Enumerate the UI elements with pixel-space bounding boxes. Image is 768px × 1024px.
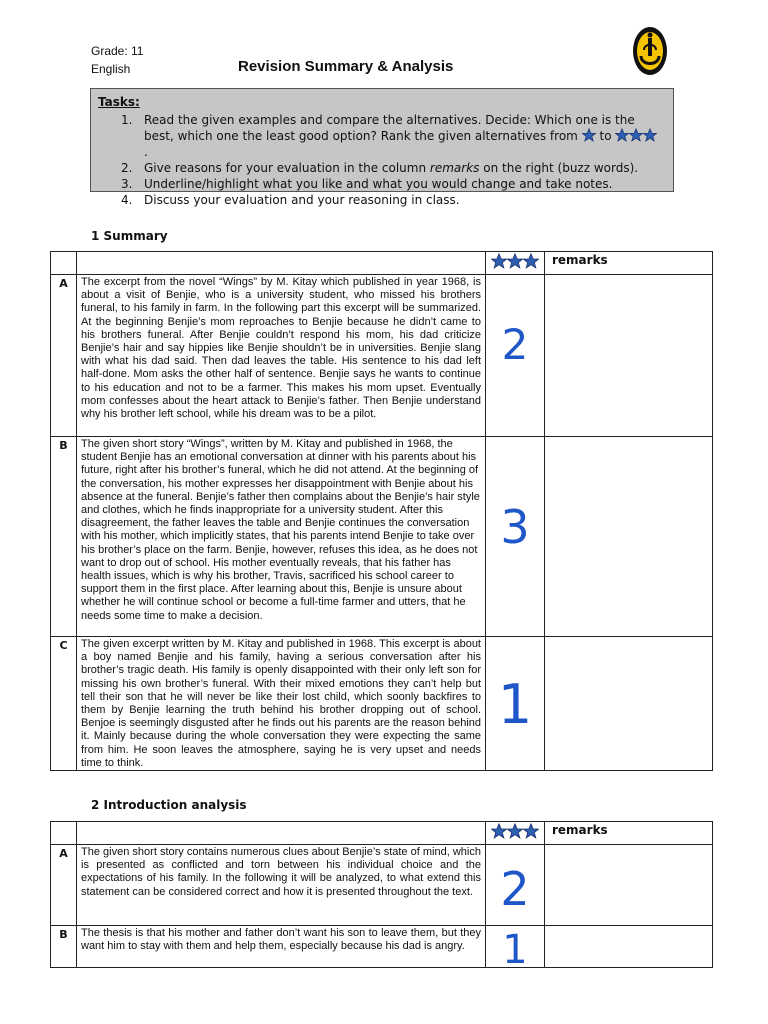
remarks-cell[interactable]: [545, 637, 713, 771]
task-text: to: [599, 129, 612, 143]
star-icon: [629, 128, 643, 142]
task-item: [98, 160, 665, 176]
star-icon: [582, 128, 596, 142]
task-number: 2.: [121, 161, 133, 175]
entry-text: The given short story “Wings”, written by M. Kitay and published in 1968, the student Benjie has an emotional conversation at dinner with his parents about his future, right after his brother’s funeral, which he did not attend. At the beginning of the conversation, his mother expresses her disappointment with Benjie about his absence at the funeral. Benjie’s father then complains about the Benjie’s hair style and clothes, which he finds inappropriate for a university student. After this disagreement, the father leaves the table and Benjie continues the conversation with his mother, which implicitly states, that his parents intend Benjie to take over his brother’s place on the farm. Benjie, however, refuses this idea, as he does not want to drop out of school. His mother eventually reveals, that his father has health issues, which is why his brother, Travis, sacrificed his school career to support them in the first place. After learning about this, Benjie is unsure about whether he will continue school or become a full-time farmer and utters, that he needs some time to make a decision.: [77, 437, 486, 637]
header-cell: [51, 822, 77, 845]
table-row: [51, 845, 713, 926]
remarks-header: remarks: [545, 822, 713, 845]
table-row: [51, 275, 713, 437]
introduction-analysis-table: [50, 821, 713, 968]
three-stars-icon: [486, 822, 545, 845]
task-text: Discuss your evaluation and your reasoning in class.: [144, 193, 460, 207]
table-header-row: [51, 822, 713, 845]
page-title: Revision Summary & Analysis: [238, 58, 454, 75]
row-letter: A: [51, 845, 77, 926]
rank-cell: [486, 637, 545, 771]
header-cell: [77, 252, 486, 275]
entry-text: The given excerpt written by M. Kitay and published in 1968. This excerpt is about a boy named Benjie and his family, having a serious conversation after his brother’s tragic death. His family is openly disappointed with their only left son for missing his own brother’s funeral. With their mixed emotions they can’t help but tell their son that he will never be like their lost child, which soonly backfires to them by Benjie learning the truth behind his brother dropping out of school. Benjoe is seemingly disgusted after he finds out his parents are the reason behind it. Mainly because during the whole conversation they were expecting the same from him. He soon leaves the atmosphere, saying he is very upset and needs time to think.: [77, 637, 486, 771]
entry-text: The excerpt from the novel “Wings” by M. Kitay which published in year 1968, is about a visit of Benjie, who is a university student, who missed his brothers funeral, to his family in farm. In the following part this excerpt will be summarized. At the beginning Benjie’s mom reproaches to Benjie because he didn’t came to his brothers funeral. After Benjie couldn’t respond his mom, his dad criticize Benjie’s hair and say hippies like Benjie shouldn’t be in universities. Benjie slang with what his dad said. Then dad leaves the table. His sentence to his dad left half-done. Mom asks the other half of sentence. Benjie says he wants to continue to his education and not to be a farmer. This makes his mom upset. Eventually mom confesses about the heart attack to Benjie’s father. Then Benjie understand why his brother left school, while his dream was to be a pilot.: [77, 275, 486, 437]
subject-label: English: [91, 62, 131, 76]
school-logo-icon: [632, 26, 668, 76]
entry-text: The thesis is that his mother and father don’t want his son to leave them, but they want him to stay with them and help them, especially because his dad is angry.: [77, 926, 486, 968]
task-text: Read the given examples and compare the alternatives. Decide: Which one is the best, which one the least good option? Rank the given alternatives from: [144, 113, 635, 143]
handwritten-rank: 3: [500, 501, 530, 549]
tasks-heading: Tasks:: [98, 95, 140, 109]
header-cell: [77, 822, 486, 845]
row-letter: B: [51, 437, 77, 637]
task-text: .: [144, 145, 148, 159]
task-item: [98, 112, 665, 160]
entry-text: The given short story contains numerous clues about Benjie’s state of mind, which is presented as conflicted and torn between his individual choice and the expectations of his family. In the following it will be analyzed, to what extend this statement can be considered correct and how it is presented throughout the text.: [77, 845, 486, 926]
tasks-box: [90, 88, 674, 207]
rank-cell: [486, 926, 545, 968]
remarks-cell[interactable]: [545, 275, 713, 437]
task-text: on the right (buzz words).: [483, 161, 639, 175]
summary-table: [50, 251, 713, 771]
rank-cell: [486, 437, 545, 637]
table-header-row: [51, 252, 713, 275]
header-cell: [51, 252, 77, 275]
three-stars-icon: [486, 252, 545, 275]
remarks-cell[interactable]: [545, 926, 713, 968]
section-heading: 1 Summary: [91, 229, 168, 243]
rank-cell: [486, 275, 545, 437]
star-icon: [615, 128, 629, 142]
grade-label: Grade: 11: [91, 44, 144, 58]
handwritten-rank: 1: [497, 673, 533, 729]
row-letter: A: [51, 275, 77, 437]
row-letter: C: [51, 637, 77, 771]
table-row: [51, 926, 713, 968]
remarks-header: remarks: [545, 252, 713, 275]
table-row: [51, 637, 713, 771]
rank-cell: [486, 845, 545, 926]
task-item: [98, 192, 665, 208]
handwritten-rank: 1: [502, 927, 528, 967]
task-text-emphasis: remarks: [429, 161, 480, 175]
star-icon: [643, 128, 657, 142]
task-number: 1.: [121, 113, 133, 127]
row-letter: B: [51, 926, 77, 968]
remarks-cell[interactable]: [545, 437, 713, 637]
task-number: 4.: [121, 193, 133, 207]
handwritten-rank: 2: [500, 863, 530, 911]
task-text: Underline/highlight what you like and what you would change and take notes.: [144, 177, 613, 191]
task-number: 3.: [121, 177, 133, 191]
table-row: [51, 437, 713, 637]
task-item: [98, 176, 665, 192]
handwritten-rank: 2: [501, 321, 529, 365]
remarks-cell[interactable]: [545, 845, 713, 926]
section-heading: 2 Introduction analysis: [91, 798, 247, 812]
task-text: Give reasons for your evaluation in the column: [144, 161, 427, 175]
